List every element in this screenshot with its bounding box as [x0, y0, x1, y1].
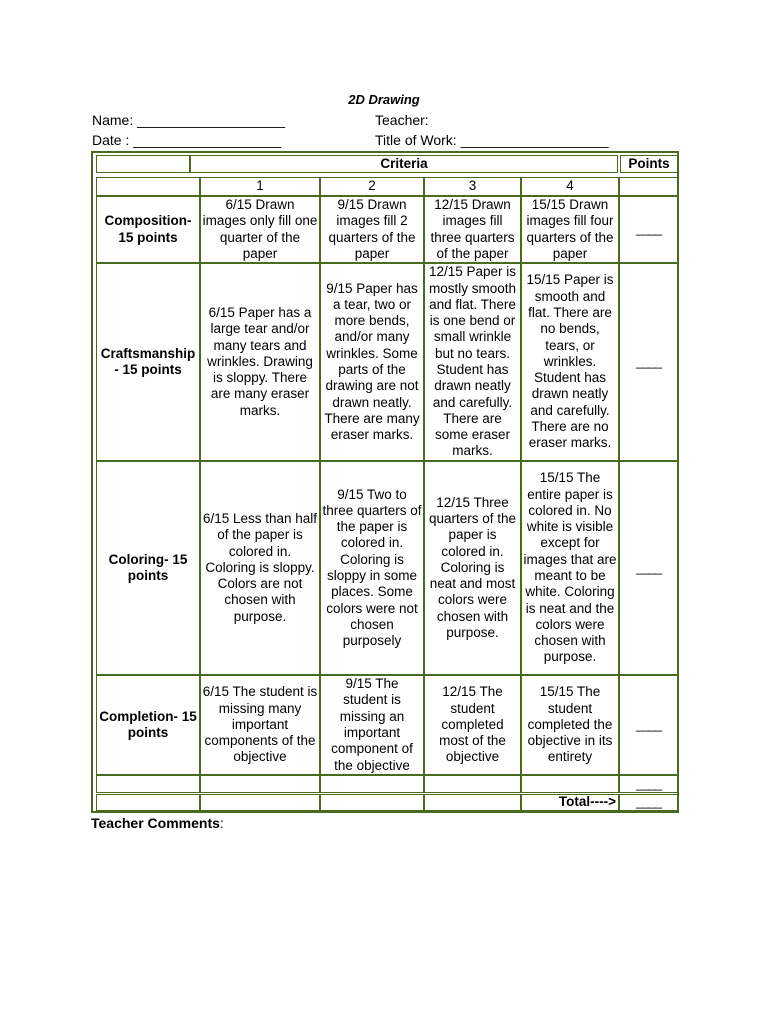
blank-row-cell: [424, 775, 521, 793]
rubric-table: [91, 151, 679, 813]
coloring-level-2: 9/15 Two to three quarters of the paper is colored in. Coloring is sloppy in some places. Some colors were not chosen purposely: [320, 461, 424, 675]
title-of-work-field[interactable]: Title of Work: ___________________: [375, 132, 609, 148]
total-row-cell: [320, 794, 424, 811]
level-2-header: 2: [320, 177, 424, 196]
date-field[interactable]: Date : ___________________: [92, 132, 282, 148]
composition-level-1: 6/15 Drawn images only fill one quarter of the paper: [200, 196, 320, 263]
completion-level-3: 12/15 The student completed most of the objective: [424, 675, 521, 775]
teacher-comments-label: Teacher Comments: [91, 815, 220, 831]
craftsmanship-level-3: 12/15 Paper is mostly smooth and flat. There is one bend or small wrinkle but no tears. Student has drawn neatly and carefully. There are some eraser marks.: [424, 263, 521, 461]
craftsmanship-level-4: 15/15 Paper is smooth and flat. There are no bends, tears, or wrinkles. Student has drawn neatly and carefully. There are no eraser marks.: [521, 263, 619, 461]
completion-level-1: 6/15 The student is missing many important components of the objective: [200, 675, 320, 775]
row-label-completion: Completion- 15 points: [96, 675, 200, 775]
name-field[interactable]: Name: ___________________: [92, 112, 286, 128]
coloring-level-3: 12/15 Three quarters of the paper is colored in. Coloring is neat and most colors were chosen with purpose.: [424, 461, 521, 675]
points-header: Points: [620, 155, 678, 173]
blank-row-cell: [200, 775, 320, 793]
blank-row-cell: [320, 775, 424, 793]
header-empty-cell: [96, 155, 190, 173]
coloring-level-4: 15/15 The entire paper is colored in. No white is visible except for images that are meant to be white. Coloring is neat and the colors were chosen with purpose.: [521, 461, 619, 675]
level-1-header: 1: [200, 177, 320, 196]
teacher-field[interactable]: Teacher:: [375, 112, 429, 128]
total-row-cell: [424, 794, 521, 811]
total-row-cell: [96, 794, 200, 811]
completion-level-4: 15/15 The student completed the objective in its entirety: [521, 675, 619, 775]
composition-level-4: 15/15 Drawn images fill four quarters of the paper: [521, 196, 619, 263]
level-points-empty-cell: [619, 177, 678, 196]
craftsmanship-level-2: 9/15 Paper has a tear, two or more bends, and/or many wrinkles. Some parts of the drawing are not drawn neatly. There are many eraser marks.: [320, 263, 424, 461]
total-row-cell: [200, 794, 320, 811]
teacher-comments: [91, 815, 224, 831]
coloring-level-1: 6/15 Less than half of the paper is colored in. Coloring is sloppy. Colors are not chosen with purpose.: [200, 461, 320, 675]
row-label-composition: Composition- 15 points: [96, 196, 200, 263]
craftsmanship-level-1: 6/15 Paper has a large tear and/or many tears and wrinkles. Drawing is sloppy. There are many eraser marks.: [200, 263, 320, 461]
row-label-coloring: Coloring- 15 points: [96, 461, 200, 675]
total-label: Total---->: [521, 794, 619, 811]
blank-row-cell: [521, 775, 619, 793]
completion-level-2: 9/15 The student is missing an important component of the objective: [320, 675, 424, 775]
row-label-craftsmanship: Craftsmanship - 15 points: [96, 263, 200, 461]
document-title: 2D Drawing: [348, 92, 420, 107]
teacher-comments-colon: :: [219, 815, 224, 831]
composition-points[interactable]: ____: [619, 196, 678, 263]
level-3-header: 3: [424, 177, 521, 196]
craftsmanship-points[interactable]: ____: [619, 263, 678, 461]
level-empty-cell: [96, 177, 200, 196]
total-points[interactable]: ____: [619, 794, 678, 811]
composition-level-2: 9/15 Drawn images fill 2 quarters of the paper: [320, 196, 424, 263]
completion-points[interactable]: ____: [619, 675, 678, 775]
blank-row-cell: [96, 775, 200, 793]
level-4-header: 4: [521, 177, 619, 196]
blank-row-points[interactable]: ____: [619, 775, 678, 793]
criteria-header: Criteria: [190, 155, 618, 173]
coloring-points[interactable]: ____: [619, 461, 678, 675]
composition-level-3: 12/15 Drawn images fill three quarters of the paper: [424, 196, 521, 263]
